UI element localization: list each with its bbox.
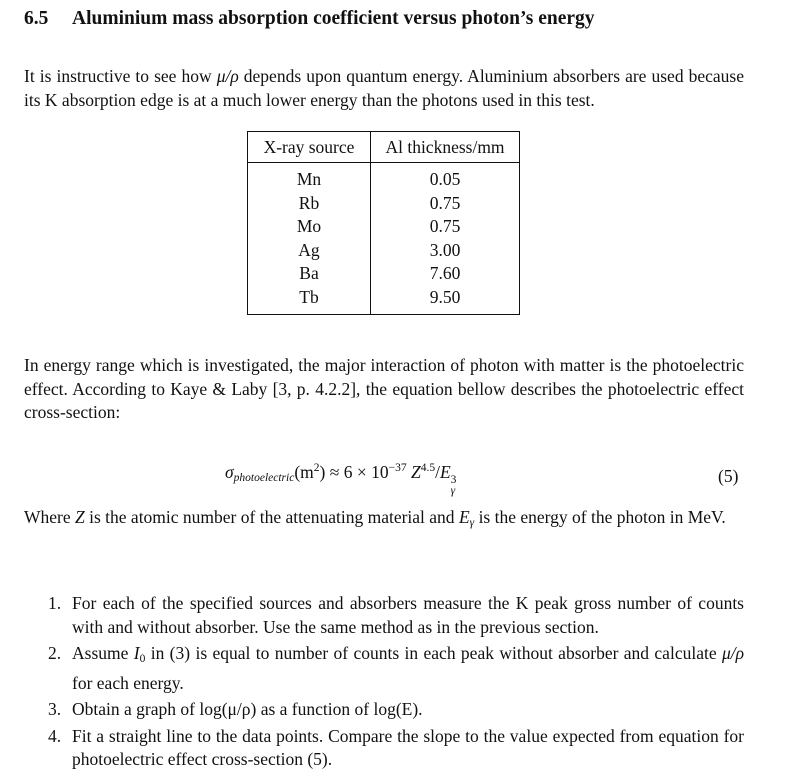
list-item-text-3: for each energy. [72, 672, 184, 693]
list-marker: 3. [48, 699, 62, 719]
table-row [248, 286, 520, 315]
section-heading [24, 8, 595, 30]
list-item-text: For each of the specified sources and absorbers measure the K peak gross number of counts with and without absorber. Use the same method as in the previous section. [72, 593, 744, 637]
list-item [24, 698, 744, 722]
list-item-log-mu: log(μ/ρ) [199, 699, 257, 719]
list-item [24, 725, 744, 772]
table-row [248, 192, 520, 216]
where-text-2: is the atomic number of the attenuating material and [84, 507, 459, 527]
cell-source: Mo [248, 215, 371, 239]
eq-e-exponent: 3 [450, 474, 457, 486]
table-row [248, 262, 520, 286]
steps-list [24, 592, 744, 775]
where-paragraph [24, 506, 744, 536]
intro-mu-over-rho: μ/ρ [216, 66, 239, 86]
list-item [24, 592, 744, 639]
list-marker: 2. [48, 643, 62, 663]
eq-e-scripts [451, 475, 457, 497]
list-item-text: Fit a straight line to the data points. Compare the slope to the value expected from equation for photoelectric effect cross-section (5). [72, 725, 744, 769]
energy-paragraph: In energy range which is investigated, the major interaction of photon with matter is the photoelectric effect. According to Kaye & Laby [3, p. 4.2.2], the equation bellow describes the photoelectric effect cross-section: [24, 355, 744, 422]
list-marker: 4. [48, 725, 62, 746]
cell-thickness: 0.75 [371, 192, 520, 216]
where-e: E [458, 507, 470, 527]
table-row [248, 215, 520, 239]
cell-source: Rb [248, 192, 371, 216]
eq-unit-exponent: 2 [313, 462, 320, 474]
eq-e-subscript: γ [450, 485, 456, 497]
cell-source: Tb [248, 286, 371, 315]
eq-sigma-subscript: photoelectric [233, 472, 295, 484]
eq-approx-coefficient: ≈ 6 × 10 [325, 462, 389, 482]
header-al-thickness: Al thickness/mm [371, 132, 520, 163]
intro-paragraph [24, 65, 744, 112]
list-item-text-2: as a function of [256, 699, 374, 719]
cell-thickness: 9.50 [371, 286, 520, 315]
table-row [248, 239, 520, 263]
cell-thickness: 3.00 [371, 239, 520, 263]
eq-z: Z [410, 462, 421, 482]
list-item-log-e: log(E) [373, 699, 419, 719]
where-text-1: Where [24, 507, 76, 527]
eq-slash: / [435, 462, 440, 482]
list-item-i-subscript: 0 [139, 653, 146, 665]
where-e-subscript: γ [469, 517, 475, 529]
table-header-row [248, 132, 520, 163]
list-marker: 1. [48, 593, 62, 613]
cell-source: Ag [248, 239, 371, 263]
section-title: Aluminium mass absorption coefficient versus photon’s energy [72, 8, 595, 29]
equation-number: (5) [718, 466, 739, 486]
list-item-i: I [133, 643, 140, 663]
cell-thickness: 0.05 [371, 163, 520, 192]
list-item-mu-over-rho: μ/ρ [721, 643, 745, 663]
cell-source: Ba [248, 262, 371, 286]
section-number: 6.5 [24, 8, 49, 29]
where-z: Z [75, 507, 85, 527]
eq-unit-close: ) [319, 462, 326, 482]
list-item [24, 642, 744, 695]
eq-e: E [439, 462, 451, 482]
eq-sigma: σ [225, 462, 234, 482]
eq-z-exponent: 4.5 [420, 462, 436, 474]
eq-unit-open: (m [294, 462, 314, 482]
absorber-table [247, 131, 520, 315]
list-item-text-2: in (3) is equal to number of counts in each peak without absorber and calculate [145, 643, 722, 663]
absorber-table-wrapper [247, 131, 520, 315]
table-row [248, 163, 520, 192]
eq-coefficient-exponent: −37 [388, 462, 407, 474]
cell-thickness: 7.60 [371, 262, 520, 286]
cell-thickness: 0.75 [371, 215, 520, 239]
photoelectric-equation [225, 462, 456, 497]
list-item-text-1: Assume [72, 643, 134, 663]
list-item-text-1: Obtain a graph of [72, 699, 200, 719]
where-text-3: is the energy of the photon in MeV. [474, 507, 726, 527]
list-item-text-3: . [418, 699, 423, 719]
cell-source: Mn [248, 163, 371, 192]
intro-text-2: depends upon quantum energy. Aluminium absorbers are used because its K absorption edge is at a much lower energy than the photons used in this test. [24, 66, 745, 110]
intro-text-1: It is instructive to see how [24, 66, 217, 86]
header-xray-source: X-ray source [248, 132, 371, 163]
